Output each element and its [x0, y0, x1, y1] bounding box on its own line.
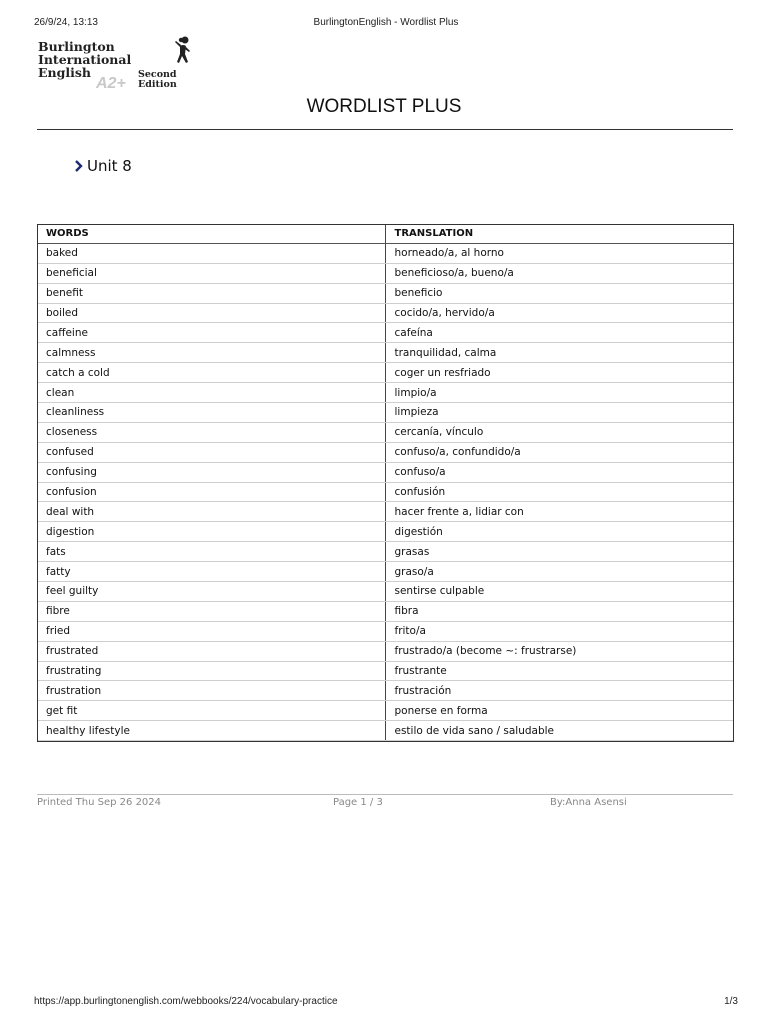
table-row [37, 482, 734, 502]
word-cell: confusion [37, 482, 385, 502]
word-cell: boiled [37, 303, 385, 323]
translation-cell: horneado/a, al horno [385, 243, 734, 263]
table-header-row [37, 224, 734, 243]
logo-line-3: English [38, 65, 91, 80]
print-datetime: 26/9/24, 13:13 [34, 17, 98, 28]
print-document-title: BurlingtonEnglish - Wordlist Plus [313, 17, 459, 28]
word-cell: digestion [37, 522, 385, 542]
translation-cell: frustrante [385, 661, 734, 681]
basketball-player-icon [168, 36, 192, 70]
table-row [37, 403, 734, 423]
translation-cell: cocido/a, hervido/a [385, 303, 734, 323]
translation-cell: tranquilidad, calma [385, 343, 734, 363]
table-row [37, 661, 734, 681]
page-number: Page 1 / 3 [333, 797, 383, 808]
word-cell: frustrated [37, 641, 385, 661]
translation-cell: beneficio [385, 283, 734, 303]
table-row [37, 681, 734, 701]
word-cell: frustration [37, 681, 385, 701]
table-row [37, 243, 734, 263]
word-cell: feel guilty [37, 582, 385, 602]
table-row [37, 383, 734, 403]
logo-line-1: Burlington [38, 39, 115, 54]
translation-cell: cercanía, vínculo [385, 422, 734, 442]
word-cell: baked [37, 243, 385, 263]
logo-line-2: International [38, 52, 132, 67]
page-footer [37, 797, 733, 811]
translation-cell: frustración [385, 681, 734, 701]
translation-cell: beneficioso/a, bueno/a [385, 263, 734, 283]
table-row [37, 422, 734, 442]
logo-edition-line-1: Second [138, 69, 177, 80]
table-row [37, 442, 734, 462]
translation-cell: digestión [385, 522, 734, 542]
table-row [37, 303, 734, 323]
table-row [37, 601, 734, 621]
burlington-logo [38, 36, 198, 92]
word-cell: confusing [37, 462, 385, 482]
translation-cell: confuso/a [385, 462, 734, 482]
chevron-right-icon [74, 160, 84, 172]
translation-cell: ponerse en forma [385, 701, 734, 721]
unit-heading [74, 156, 132, 176]
word-cell: calmness [37, 343, 385, 363]
table-row [37, 323, 734, 343]
author: By:Anna Asensi [550, 797, 627, 808]
word-cell: benefit [37, 283, 385, 303]
logo-edition [138, 70, 177, 90]
unit-title: Unit 8 [87, 157, 132, 175]
column-header-words: WORDS [37, 224, 385, 243]
word-cell: cleanliness [37, 403, 385, 423]
table-row [37, 522, 734, 542]
translation-cell: confusión [385, 482, 734, 502]
translation-cell: estilo de vida sano / saludable [385, 721, 734, 741]
table-row [37, 343, 734, 363]
footer-divider [37, 794, 733, 795]
word-cell: get fit [37, 701, 385, 721]
translation-cell: fibra [385, 601, 734, 621]
print-footer [34, 996, 738, 1010]
table-row [37, 502, 734, 522]
table-row [37, 641, 734, 661]
column-header-translation: TRANSLATION [385, 224, 734, 243]
table-row [37, 621, 734, 641]
table-row [37, 562, 734, 582]
word-cell: deal with [37, 502, 385, 522]
printed-date: Printed Thu Sep 26 2024 [37, 797, 162, 808]
translation-cell: hacer frente a, lidiar con [385, 502, 734, 522]
word-cell: closeness [37, 422, 385, 442]
table-row [37, 582, 734, 602]
translation-cell: frustrado/a (become ~: frustrarse) [385, 641, 734, 661]
word-cell: fried [37, 621, 385, 641]
translation-cell: grasas [385, 542, 734, 562]
print-page-count: 1/3 [724, 996, 738, 1007]
table-row [37, 462, 734, 482]
table-row [37, 283, 734, 303]
word-cell: fatty [37, 562, 385, 582]
word-cell: beneficial [37, 263, 385, 283]
translation-cell: sentirse culpable [385, 582, 734, 602]
translation-cell: frito/a [385, 621, 734, 641]
logo-edition-line-2: Edition [138, 79, 177, 90]
word-cell: fibre [37, 601, 385, 621]
word-cell: fats [37, 542, 385, 562]
word-cell: confused [37, 442, 385, 462]
translation-cell: cafeína [385, 323, 734, 343]
word-cell: healthy lifestyle [37, 721, 385, 741]
table-row [37, 721, 734, 741]
heading-divider [37, 129, 733, 130]
word-cell: caffeine [37, 323, 385, 343]
translation-cell: confuso/a, confundido/a [385, 442, 734, 462]
word-cell: frustrating [37, 661, 385, 681]
translation-cell: limpieza [385, 403, 734, 423]
translation-cell: graso/a [385, 562, 734, 582]
word-cell: clean [37, 383, 385, 403]
table-row [37, 701, 734, 721]
table-row [37, 263, 734, 283]
table-row [37, 363, 734, 383]
print-header [34, 17, 738, 31]
word-cell: catch a cold [37, 363, 385, 383]
page-title: WORDLIST PLUS [306, 96, 462, 117]
logo-level: A2+ [96, 75, 126, 92]
table-row [37, 542, 734, 562]
wordlist-table [37, 224, 734, 741]
translation-cell: limpio/a [385, 383, 734, 403]
page-url: https://app.burlingtonenglish.com/webbooks/224/vocabulary-practice [34, 996, 338, 1007]
translation-cell: coger un resfriado [385, 363, 734, 383]
